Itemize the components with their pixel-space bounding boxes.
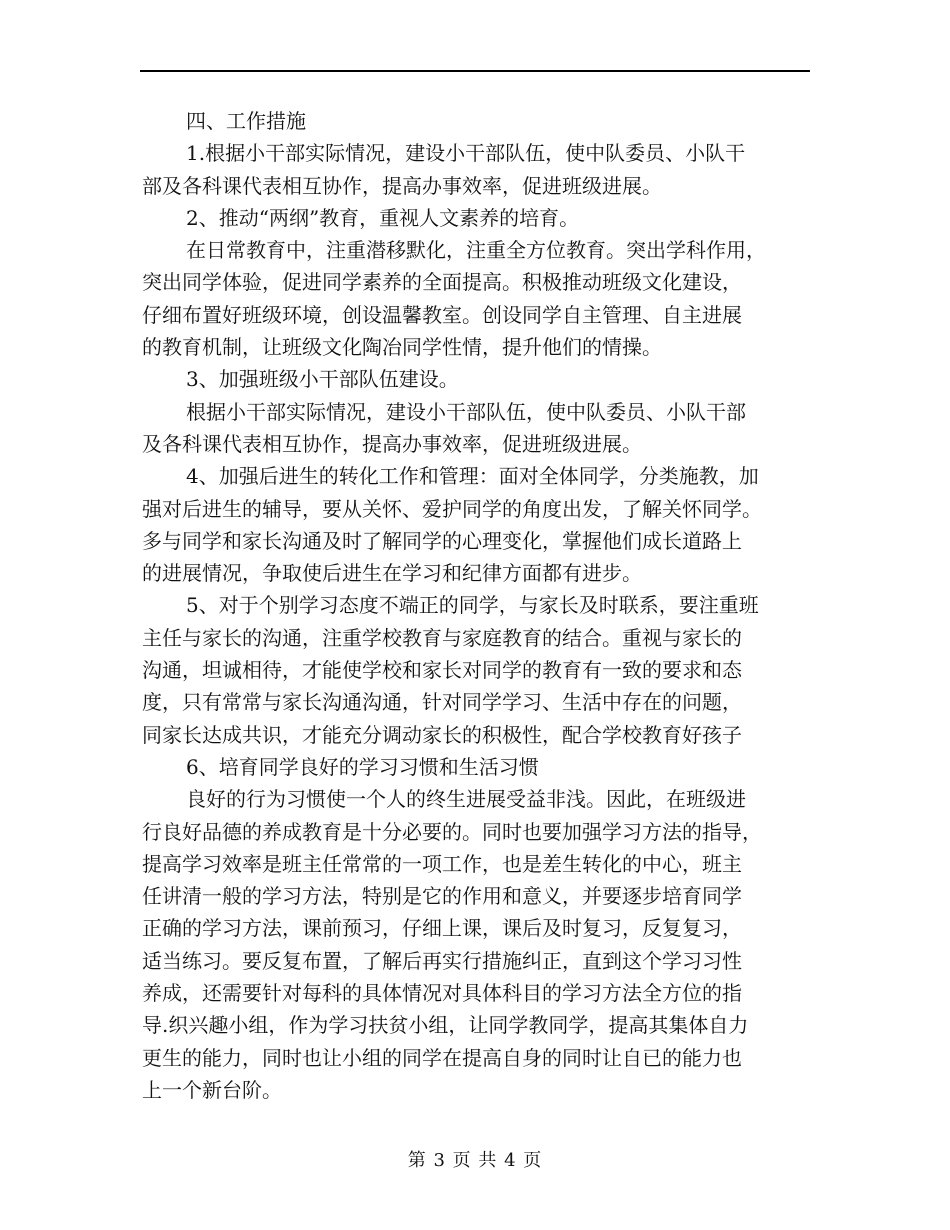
text-line: 的教育机制，让班级文化陶冶同学性情，提升他们的情操。 — [142, 335, 662, 360]
text-line: 4、加强后进生的转化工作和管理：面对全体同学，分类施教，加 — [186, 464, 759, 489]
text-line: 上一个新台阶。 — [142, 1077, 282, 1102]
text-line: 1.根据小干部实际情况，建设小干部队伍，使中队委员、小队干 — [186, 141, 746, 166]
text-line: 四、工作措施 — [186, 109, 306, 133]
text-line: 突出同学体验，促进同学素养的全面提高。积极推动班级文化建设， — [142, 270, 742, 295]
header-rule — [140, 70, 810, 72]
text-line: 仔细布置好班级环境，创设温馨教室。创设同学自主管理、自主进展 — [142, 302, 742, 327]
text-line: 更生的能力，同时也让小组的同学在提高自身的同时让自已的能力也 — [142, 1045, 742, 1070]
text-line: 养成，还需要针对每科的具体情况对具体科目的学习方法全方位的指 — [142, 981, 742, 1006]
text-line: 在日常教育中，注重潜移默化，注重全方位教育。突出学科作用， — [186, 238, 766, 263]
text-line: 强对后进生的辅导，要从关怀、爱护同学的角度出发，了解关怀同学。 — [142, 496, 762, 521]
text-line: 3、加强班级小干部队伍建设。 — [186, 367, 459, 392]
text-line: 沟通，坦诚相待，才能使学校和家长对同学的教育有一致的要求和态 — [142, 658, 742, 683]
text-line: 多与同学和家长沟通及时了解同学的心理变化，掌握他们成长道路上 — [142, 528, 742, 553]
text-line: 提高学习效率是班主任常常的一项工作，也是差生转化的中心，班主 — [142, 851, 742, 876]
text-line: 度，只有常常与家长沟通沟通，针对同学学习、生活中存在的问题， — [142, 690, 742, 715]
text-line: 部及各科课代表相互协作，提高办事效率，促进班级进展。 — [142, 173, 662, 198]
text-line: 的进展情况，争取使后进生在学习和纪律方面都有进步。 — [142, 561, 642, 586]
text-line: 良好的行为习惯使一个人的终生进展受益非浅。因此，在班级进 — [186, 787, 746, 812]
text-line: 正确的学习方法，课前预习，仔细上课，课后及时复习，反复复习， — [142, 916, 742, 941]
text-line: 6、培育同学良好的学习习惯和生活习惯 — [186, 754, 539, 779]
text-line: 5、对于个别学习态度不端正的同学，与家长及时联系，要注重班 — [186, 593, 759, 618]
document-body — [142, 105, 810, 1106]
text-line: 任讲清一般的学习方法，特别是它的作用和意义，并要逐步培育同学 — [142, 884, 742, 909]
text-line: 适当练习。要反复布置，了解后再实行措施纠正，直到这个学习习性 — [142, 948, 742, 973]
page-footer: 第 3 页 共 4 页 — [407, 1150, 543, 1171]
text-line: 主任与家长的沟通，注重学校教育与家庭教育的结合。重视与家长的 — [142, 625, 742, 650]
text-line: 及各科课代表相互协作，提高办事效率，促进班级进展。 — [142, 431, 642, 456]
text-line: 根据小干部实际情况，建设小干部队伍，使中队委员、小队干部 — [186, 399, 746, 424]
text-line: 行良好品德的养成教育是十分必要的。同时也要加强学习方法的指导， — [142, 819, 762, 844]
text-line: 导.织兴趣小组，作为学习扶贫小组，让同学教同学，提高其集体自力 — [142, 1013, 749, 1038]
text-line: 2、推动“两纲”教育，重视人文素养的培育。 — [186, 205, 580, 230]
text-line: 同家长达成共识，才能充分调动家长的积极性，配合学校教育好孩子 — [142, 722, 742, 747]
